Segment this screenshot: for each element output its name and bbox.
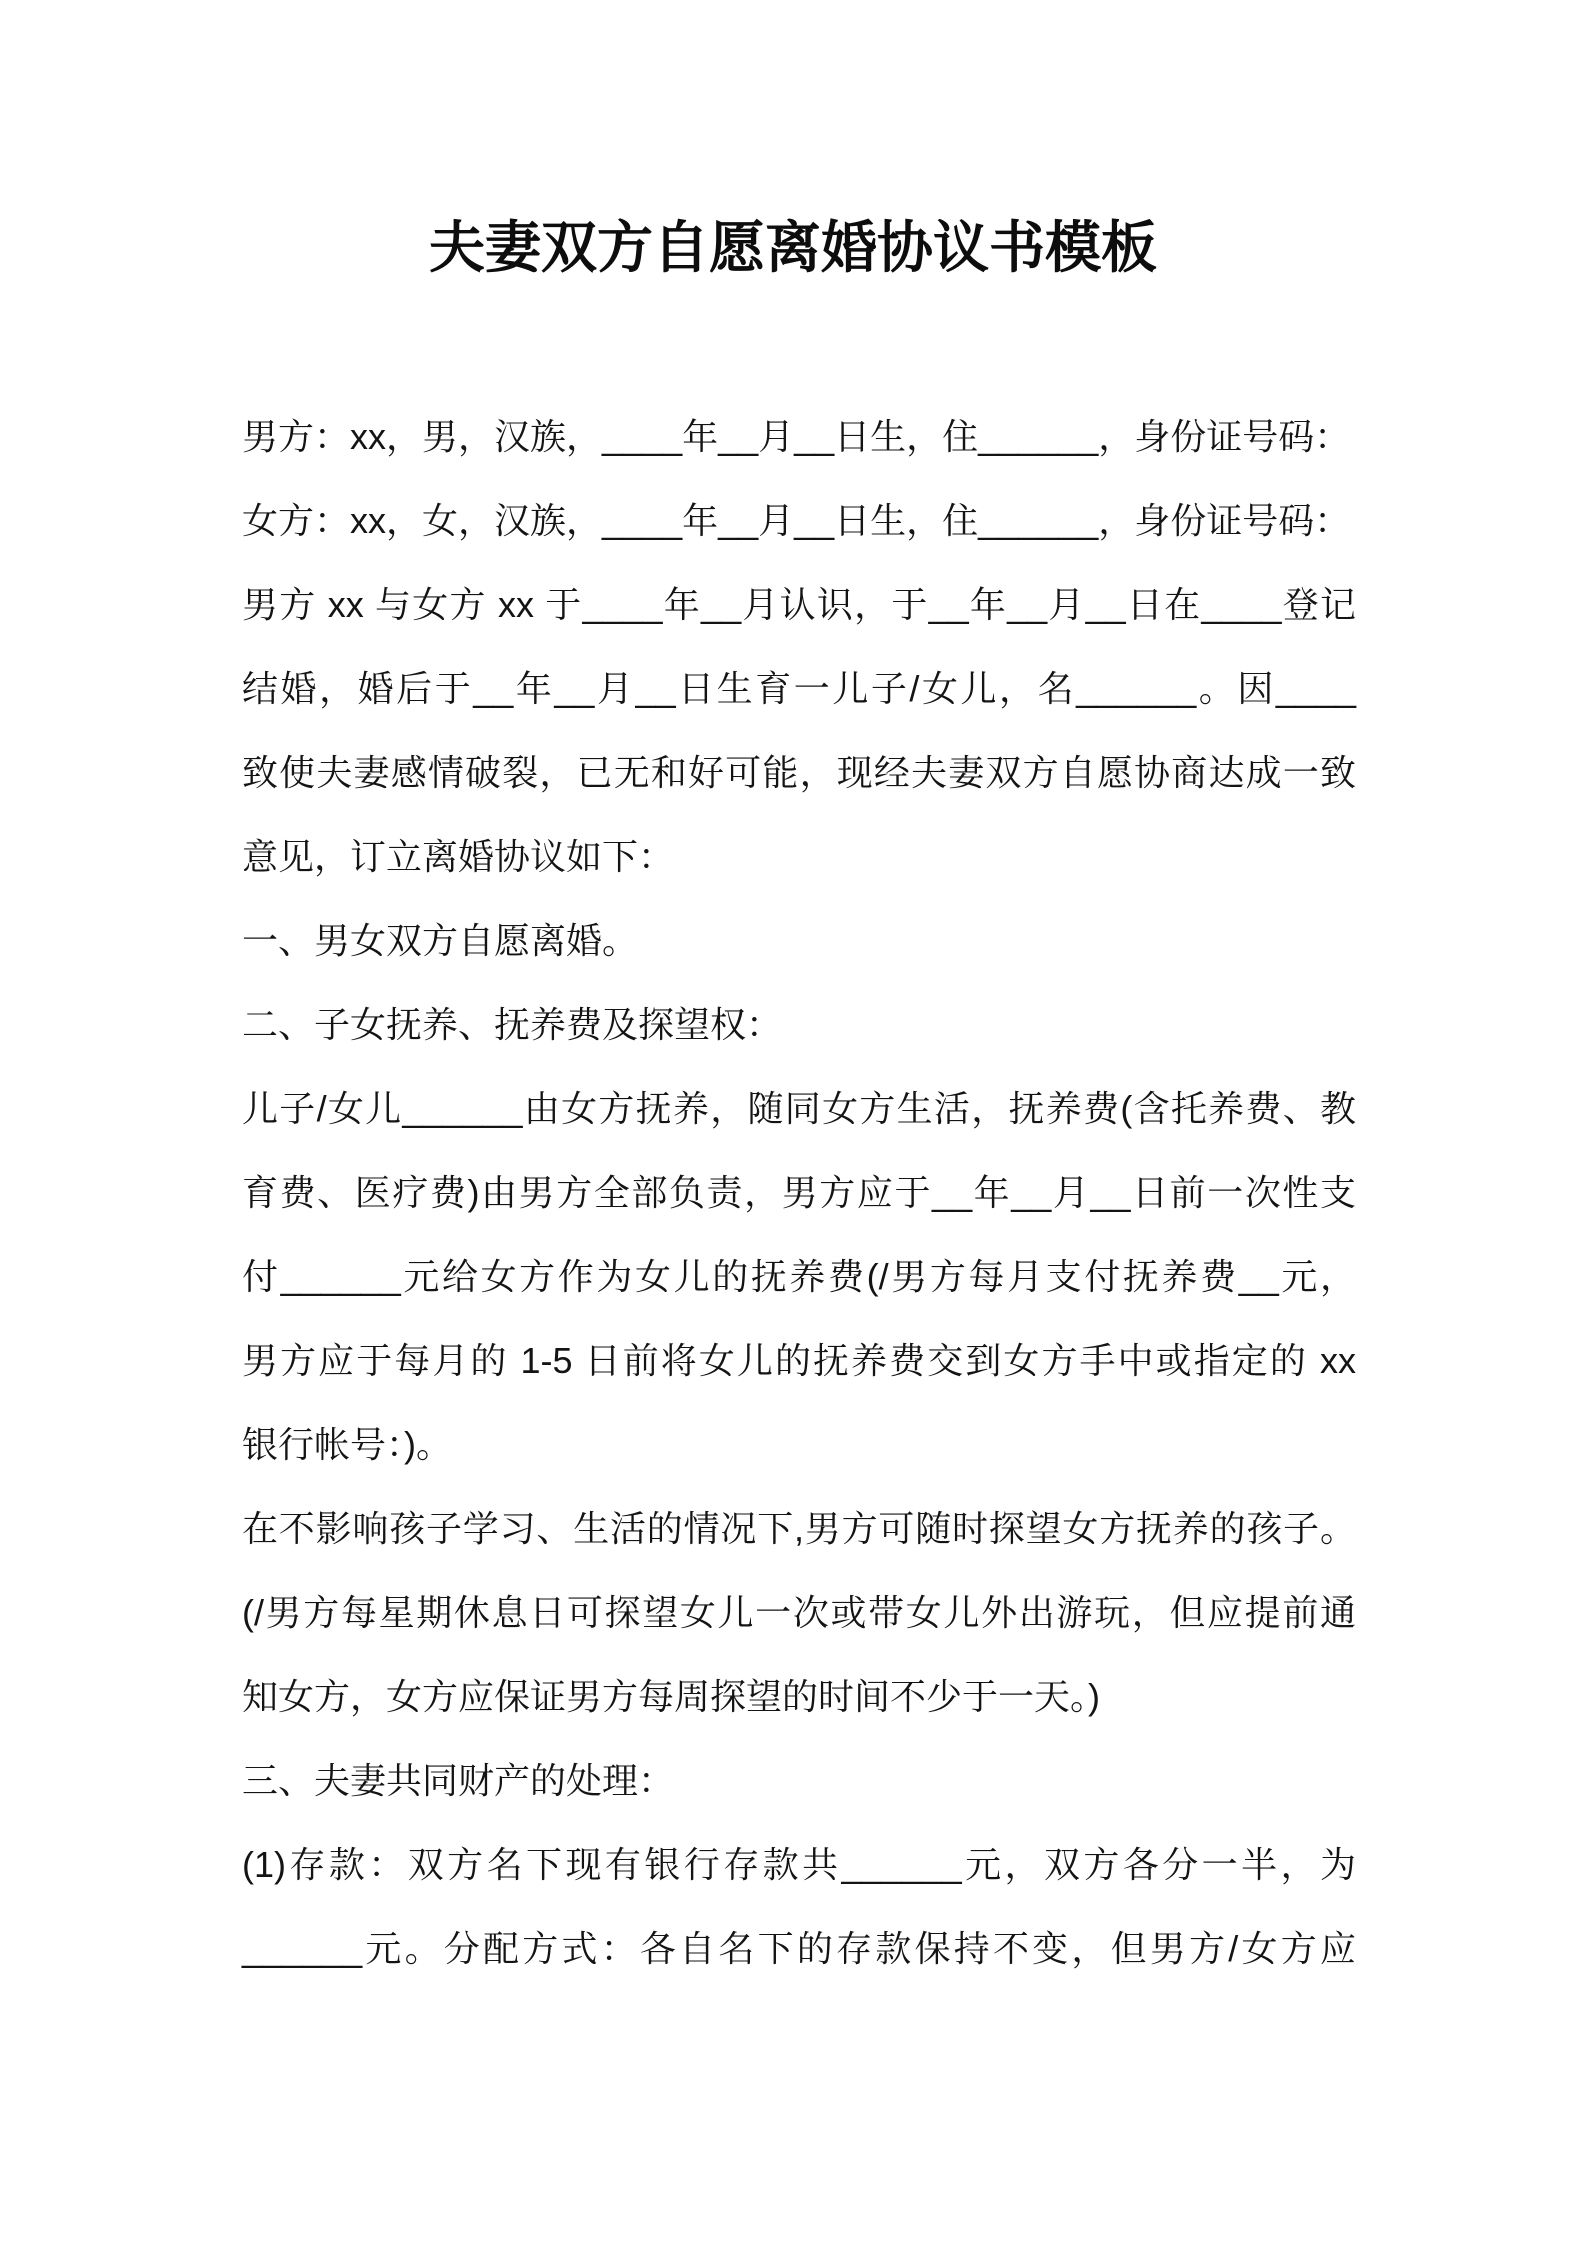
- preamble-line: 男方 xx 与女方 xx 于____年__月认识，于__年__月__日在____登记: [242, 584, 1356, 625]
- visitation-text-line: 知女方，女方应保证男方每周探望的时间不少于一天。): [242, 1676, 1100, 1717]
- preamble-line: 结婚，婚后于__年__月__日生育一儿子/女儿，名______。因____: [242, 668, 1356, 709]
- deposit-text-line: ______元。分配方式：各自名下的存款保持不变，但男方/女方应: [242, 1928, 1356, 1969]
- clause-2-heading: 二、子女抚养、抚养费及探望权：: [242, 1004, 783, 1045]
- deposit-text-line: (1)存款：双方名下现有银行存款共______元，双方各分一半，为: [242, 1844, 1356, 1885]
- clause-2-text-line: 儿子/女儿______由女方抚养，随同女方生活，抚养费(含托养费、教: [242, 1088, 1356, 1129]
- clause-2-text-line: 付______元给女方作为女儿的抚养费(/男方每月支付抚养费__元，: [242, 1256, 1356, 1297]
- clause-1-heading: 一、男女双方自愿离婚。: [242, 920, 639, 961]
- visitation-text-line: (/男方每星期休息日可探望女儿一次或带女儿外出游玩，但应提前通: [242, 1592, 1356, 1633]
- preamble-line: 致使夫妻感情破裂，已无和好可能，现经夫妻双方自愿协商达成一致: [242, 752, 1356, 793]
- document-body: [242, 395, 1356, 1991]
- preamble-line: 意见，订立离婚协议如下：: [242, 836, 675, 877]
- clause-3-heading: 三、夫妻共同财产的处理：: [242, 1760, 675, 1801]
- visitation-text-line: 在不影响孩子学习、生活的情况下,男方可随时探望女方抚养的孩子。: [242, 1508, 1356, 1549]
- clause-2-text-line: 银行帐号：)。: [242, 1424, 452, 1465]
- document-title: 夫妻双方自愿离婚协议书模板: [429, 216, 1157, 279]
- clause-2-text-line: 育费、医疗费)由男方全部负责，男方应于__年__月__日前一次性支: [242, 1172, 1356, 1213]
- clause-2-text-line: 男方应于每月的 1-5 日前将女儿的抚养费交到女方手中或指定的 xx: [242, 1340, 1356, 1381]
- female-party-info: 女方：xx，女，汉族，____年__月__日生，住______，身份证号码：: [242, 500, 1351, 541]
- male-party-info: 男方：xx，男，汉族，____年__月__日生，住______，身份证号码：: [242, 416, 1351, 457]
